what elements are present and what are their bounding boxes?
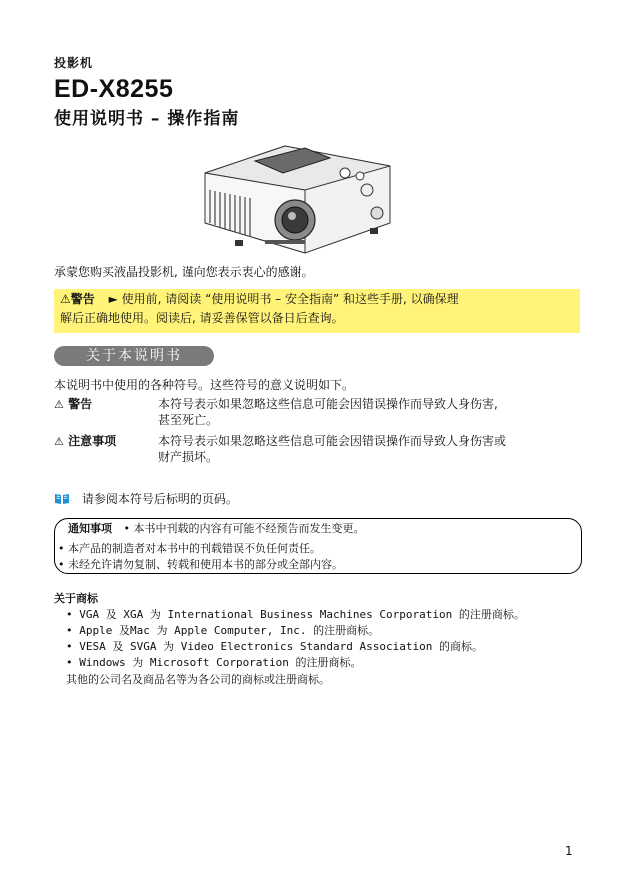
trademark-other: 其他的公司名及商品名等为各公司的商标或注册商标。 [66, 673, 330, 686]
warning-text-2: 解后正确地使用。阅读后, 请妥善保管以备日后查询。 [60, 311, 344, 325]
definition-description: 本符号表示如果忽略这些信息可能会因错误操作而导致人身伤害或 财产损坏。 [158, 434, 507, 464]
trademark-item: • VGA 及 XGA 为 International Business Machines Corporation 的注册商标。 [66, 608, 525, 621]
section-title-about: 关于本说明书 [54, 346, 214, 366]
definition-term: ⚠ 警告 [54, 397, 93, 411]
notice-item: • 本产品的制造者对本书中的刊载错误不负任何责任。 [58, 542, 321, 555]
model-name: ED-X8255 [54, 75, 174, 103]
section-intro: 本说明书中使用的各种符号。这些符号的意义说明如下。 [54, 378, 355, 392]
trademark-item: • VESA 及 SVGA 为 Video Electronics Standard Association 的商标。 [66, 640, 483, 653]
book-icon [54, 493, 70, 505]
definition-term: ⚠ 注意事项 [54, 434, 117, 448]
notice-label: 通知事项 [68, 522, 112, 535]
notice-header [68, 520, 364, 536]
projector-illustration [195, 128, 395, 258]
warning-triangle-icon: ⚠ [54, 398, 64, 411]
product-category: 投影机 [54, 56, 94, 70]
notice-item: • 本书中刊载的内容有可能不经预告而发生变更。 [123, 522, 365, 535]
book-reference-note: 请参阅本符号后标明的页码。 [54, 490, 238, 507]
intro-text: 承蒙您购买液晶投影机, 谨向您表示衷心的感谢。 [54, 265, 314, 279]
page-number: 1 [565, 844, 573, 858]
warning-text-1: 使用前, 请阅读 “使用说明书 – 安全指南” 和这些手册, 以确保理 [121, 292, 459, 306]
trademark-item: • Apple 及Mac 为 Apple Computer, Inc. 的注册商标。 [66, 624, 380, 637]
document-subtitle: 使用说明书 – 操作指南 [54, 109, 240, 129]
notice-item: • 未经允许请勿复制、转载和使用本书的部分或全部内容。 [58, 558, 343, 571]
trademarks-title: 关于商标 [54, 592, 98, 605]
trademark-item: • Windows 为 Microsoft Corporation 的注册商标。 [66, 656, 362, 669]
warning-box [54, 289, 580, 333]
warning-line-1 [60, 290, 574, 309]
arrow-icon: ► [108, 292, 118, 306]
caution-triangle-icon: ⚠ [54, 435, 64, 448]
definition-description: 本符号表示如果忽略这些信息可能会因错误操作而导致人身伤害, 甚至死亡。 [158, 397, 498, 427]
warning-label: ⚠警告 [60, 292, 95, 306]
